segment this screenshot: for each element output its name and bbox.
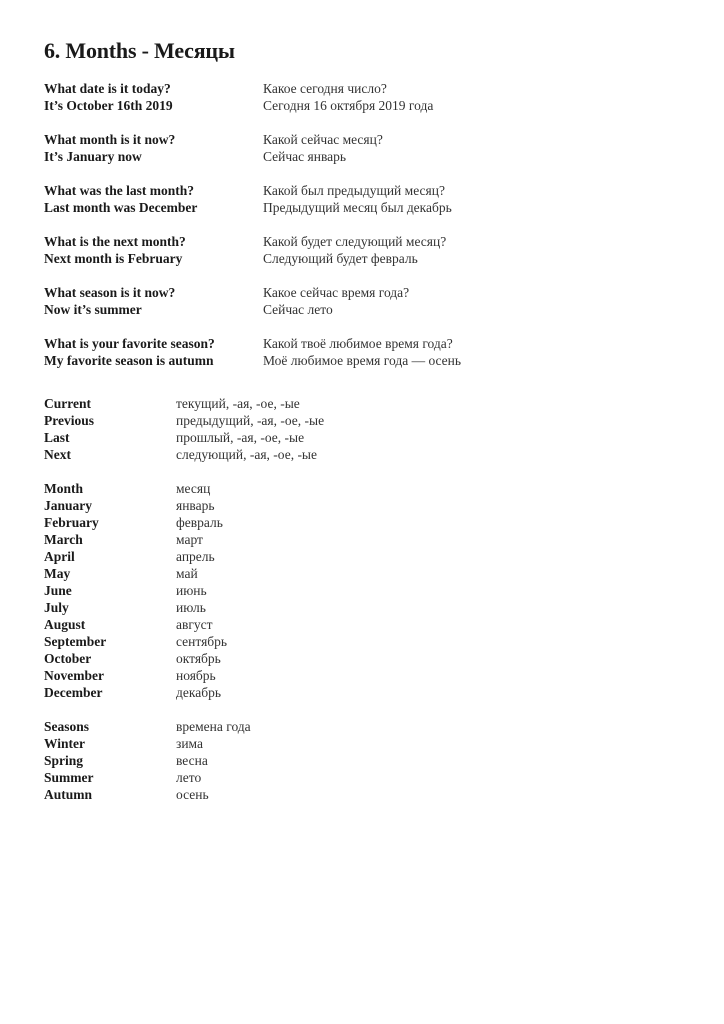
term-en: March — [44, 532, 83, 547]
answer-line — [44, 352, 684, 369]
term-ru: декабрь — [176, 685, 221, 700]
term-en: January — [44, 498, 93, 513]
question-line — [44, 284, 684, 301]
question-en: What month is it now? — [44, 132, 176, 147]
term-ru: сентябрь — [176, 634, 228, 649]
answer-line — [44, 301, 684, 318]
question-en: What is the next month? — [44, 234, 186, 249]
term-ru: февраль — [176, 515, 223, 530]
term-ru: июль — [176, 600, 206, 615]
vocab-list-adjectives — [44, 395, 684, 463]
vocab-row — [44, 446, 684, 463]
vocab-row — [44, 497, 684, 514]
question-line — [44, 80, 684, 97]
question-ru: Какое сейчас время года? — [263, 285, 410, 300]
term-en: September — [44, 634, 107, 649]
term-en: Summer — [44, 770, 94, 785]
answer-line — [44, 148, 684, 165]
term-ru: март — [176, 532, 203, 547]
vocab-row — [44, 480, 684, 497]
vocab-row — [44, 786, 684, 803]
vocab-row — [44, 633, 684, 650]
vocab-row — [44, 718, 684, 735]
page-title: 6. Months - Месяцы — [44, 38, 235, 63]
question-line — [44, 182, 684, 199]
term-ru: октябрь — [176, 651, 221, 666]
phrase-pair — [44, 80, 684, 131]
phrase-list — [44, 80, 684, 386]
vocab-row — [44, 735, 684, 752]
vocab-row — [44, 582, 684, 599]
vocab-row — [44, 769, 684, 786]
term-ru: следующий, -ая, -ое, -ые — [176, 447, 317, 462]
question-ru: Какой твоё любимое время года? — [263, 336, 453, 351]
term-ru: времена года — [176, 719, 251, 734]
term-ru: предыдущий, -ая, -ое, -ые — [176, 413, 325, 428]
question-en: What season is it now? — [44, 285, 176, 300]
vocab-row — [44, 514, 684, 531]
answer-en: My favorite season is autumn — [44, 353, 214, 368]
vocab-row — [44, 565, 684, 582]
question-en: What is your favorite season? — [44, 336, 215, 351]
phrase-pair — [44, 335, 684, 386]
question-line — [44, 335, 684, 352]
question-ru: Какой был предыдущий месяц? — [263, 183, 445, 198]
term-ru: январь — [176, 498, 215, 513]
vocab-row — [44, 548, 684, 565]
term-ru: июнь — [176, 583, 207, 598]
term-ru: осень — [176, 787, 209, 802]
term-en: February — [44, 515, 99, 530]
term-ru: прошлый, -ая, -ое, -ые — [176, 430, 305, 445]
term-en: November — [44, 668, 104, 683]
term-en: Winter — [44, 736, 85, 751]
term-en: Spring — [44, 753, 84, 768]
vocab-row — [44, 531, 684, 548]
term-en: Current — [44, 396, 91, 411]
phrase-pair — [44, 131, 684, 182]
term-ru: август — [176, 617, 213, 632]
term-en: May — [44, 566, 71, 581]
vocab-row — [44, 752, 684, 769]
question-ru: Какое сегодня число? — [263, 81, 387, 96]
answer-en: It’s January now — [44, 149, 142, 164]
term-en: August — [44, 617, 86, 632]
term-ru: апрель — [176, 549, 215, 564]
question-en: What was the last month? — [44, 183, 195, 198]
vocab-row — [44, 650, 684, 667]
question-en: What date is it today? — [44, 81, 171, 96]
term-en: Seasons — [44, 719, 90, 734]
term-en: Last — [44, 430, 70, 445]
phrase-pair — [44, 182, 684, 233]
answer-ru: Сейчас январь — [263, 149, 347, 164]
vocab-row — [44, 412, 684, 429]
term-en: April — [44, 549, 75, 564]
vocab-row — [44, 395, 684, 412]
answer-ru: Сейчас лето — [263, 302, 333, 317]
term-ru: зима — [176, 736, 203, 751]
term-en: Month — [44, 481, 84, 496]
answer-ru: Сегодня 16 октября 2019 года — [263, 98, 434, 113]
answer-line — [44, 97, 684, 114]
phrase-pair — [44, 233, 684, 284]
phrase-pair — [44, 284, 684, 335]
vocab-list-months — [44, 480, 684, 701]
vocab-row — [44, 599, 684, 616]
term-ru: ноябрь — [176, 668, 216, 683]
term-en: Previous — [44, 413, 94, 428]
term-en: July — [44, 600, 69, 615]
term-en: Next — [44, 447, 71, 462]
vocab-row — [44, 616, 684, 633]
answer-en: It’s October 16th 2019 — [44, 98, 173, 113]
term-ru: месяц — [176, 481, 211, 496]
vocab-list-seasons — [44, 718, 684, 803]
answer-en: Last month was December — [44, 200, 198, 215]
term-ru: текущий, -ая, -ое, -ые — [176, 396, 300, 411]
term-ru: май — [176, 566, 198, 581]
vocab-row — [44, 429, 684, 446]
term-ru: весна — [176, 753, 208, 768]
question-line — [44, 233, 684, 250]
term-en: Autumn — [44, 787, 93, 802]
term-en: December — [44, 685, 103, 700]
answer-ru: Следующий будет февраль — [263, 251, 418, 266]
answer-en: Next month is February — [44, 251, 183, 266]
term-en: October — [44, 651, 92, 666]
vocab-row — [44, 684, 684, 701]
term-en: June — [44, 583, 72, 598]
term-ru: лето — [176, 770, 202, 785]
answer-ru: Моё любимое время года — осень — [263, 353, 462, 368]
answer-en: Now it’s summer — [44, 302, 142, 317]
answer-line — [44, 199, 684, 216]
question-ru: Какой сейчас месяц? — [263, 132, 383, 147]
question-ru: Какой будет следующий месяц? — [263, 234, 447, 249]
vocab-row — [44, 667, 684, 684]
question-line — [44, 131, 684, 148]
answer-ru: Предыдущий месяц был декабрь — [263, 200, 452, 215]
answer-line — [44, 250, 684, 267]
